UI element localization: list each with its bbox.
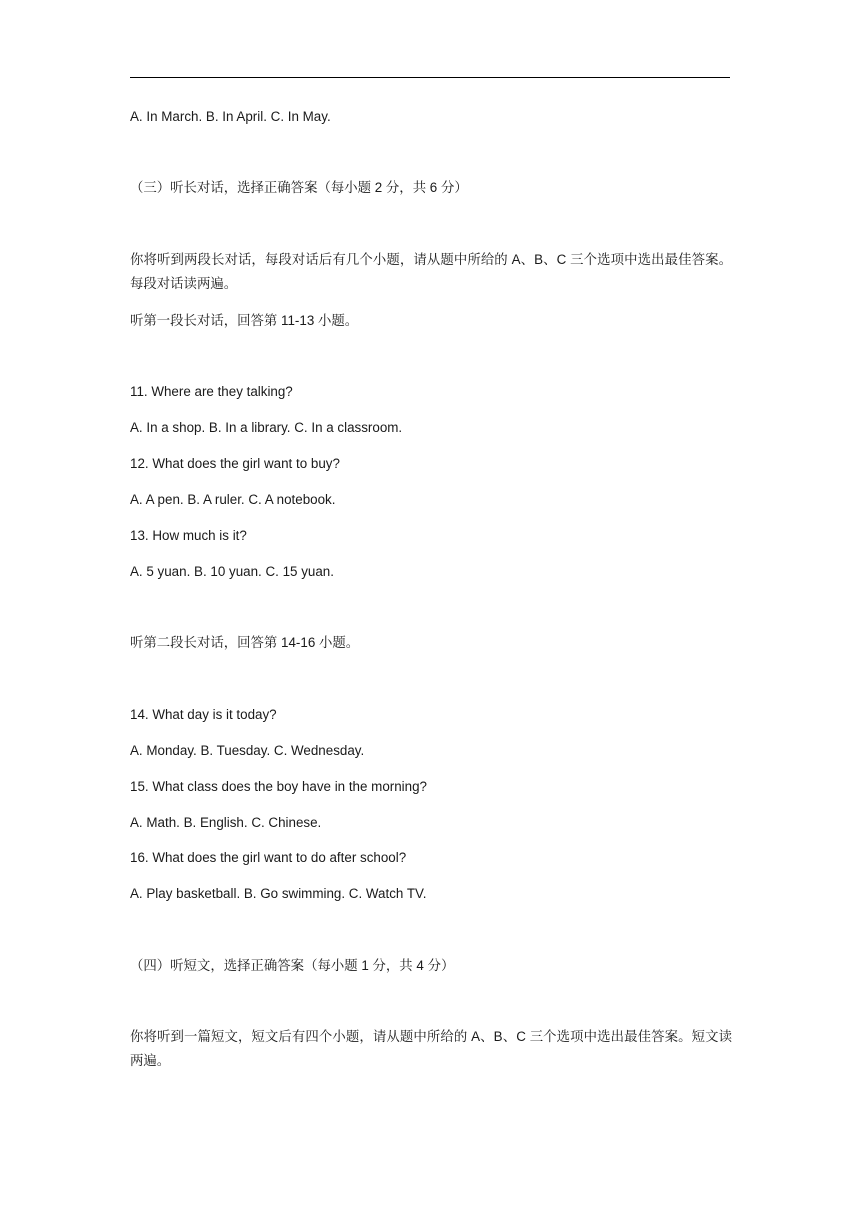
question-16-options: A. Play basketball. B. Go swimming. C. Watch TV. bbox=[130, 886, 427, 901]
dialogue-2-intro: 听第二段长对话，回答第 14-16 小题。 bbox=[130, 635, 360, 650]
question-12: 12. What does the girl want to buy? bbox=[130, 456, 340, 471]
question-14-options: A. Monday. B. Tuesday. C. Wednesday. bbox=[130, 743, 365, 758]
dialogue-1-intro: 听第一段长对话，回答第 11-13 小题。 bbox=[130, 313, 359, 328]
question-15-options: A. Math. B. English. C. Chinese. bbox=[130, 815, 322, 830]
question-15: 15. What class does the boy have in the morning? bbox=[130, 779, 428, 794]
section-3-instructions: 你将听到两段长对话，每段对话后有几个小题，请从题中所给的 A、B、C 三个选项中选出最佳答案。每段对话读两遍。 bbox=[130, 252, 732, 291]
section-3-heading: （三）听长对话，选择正确答案（每小题 2 分，共 6 分） bbox=[130, 180, 468, 195]
question-13-options: A. 5 yuan. B. 10 yuan. C. 15 yuan. bbox=[130, 564, 334, 579]
question-12-options: A. A pen. B. A ruler. C. A notebook. bbox=[130, 492, 336, 507]
question-13: 13. How much is it? bbox=[130, 528, 247, 543]
section-4-instructions: 你将听到一篇短文，短文后有四个小题，请从题中所给的 A、B、C 三个选项中选出最佳答案。短文读两遍。 bbox=[130, 1029, 732, 1068]
section-4-heading: （四）听短文，选择正确答案（每小题 1 分，共 4 分） bbox=[130, 958, 455, 973]
question-11: 11. Where are they talking? bbox=[130, 384, 293, 399]
question-14: 14. What day is it today? bbox=[130, 707, 277, 722]
question-11-options: A. In a shop. B. In a library. C. In a classroom. bbox=[130, 420, 403, 435]
question-16: 16. What does the girl want to do after school? bbox=[130, 850, 407, 865]
q10-options: A. In March. B. In April. C. In May. bbox=[130, 109, 331, 124]
header-rule bbox=[130, 77, 730, 78]
